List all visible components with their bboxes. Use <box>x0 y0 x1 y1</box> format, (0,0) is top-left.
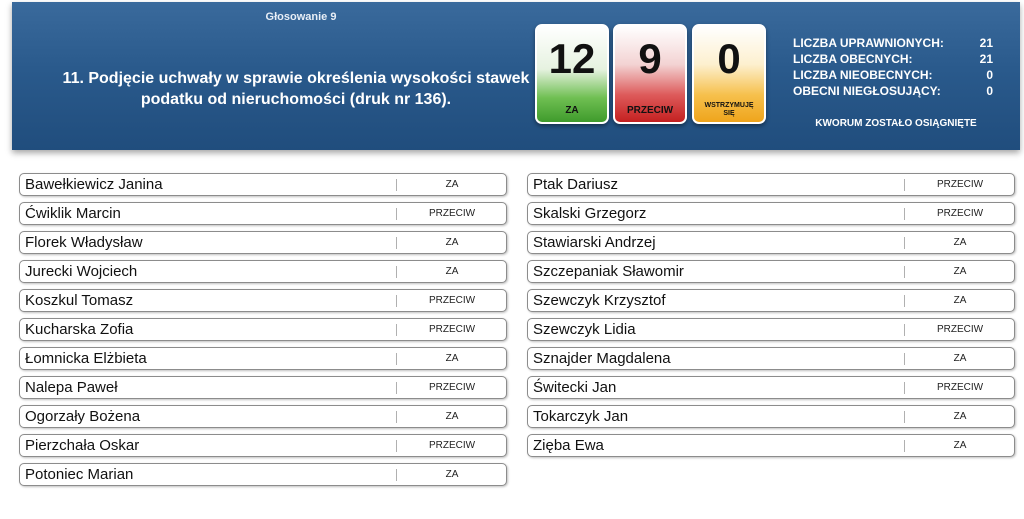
za-count: 12 <box>548 35 596 82</box>
councillor-name: Szczepaniak Sławomir <box>533 263 684 280</box>
vote-row <box>19 405 507 428</box>
vote-value: ZA <box>953 411 967 422</box>
vote-row <box>527 202 1015 225</box>
vote-row <box>527 173 1015 196</box>
przeciw-counter <box>613 24 687 124</box>
vote-value: PRZECIW <box>428 295 476 306</box>
councillor-name: Ptak Dariusz <box>533 176 619 193</box>
vote-value: PRZECIW <box>428 324 476 335</box>
stat-label: LICZBA OBECNYCH: <box>793 52 913 66</box>
divider <box>396 266 397 278</box>
divider <box>904 411 905 423</box>
vote-value: PRZECIW <box>428 208 476 219</box>
vote-value: PRZECIW <box>936 324 984 335</box>
stat-row <box>793 67 993 83</box>
votes-left-column <box>19 173 507 492</box>
vote-row <box>527 260 1015 283</box>
vote-value: ZA <box>445 353 459 364</box>
councillor-name: Nalepa Paweł <box>25 379 118 396</box>
stat-value: 0 <box>986 84 993 98</box>
vote-row <box>19 231 507 254</box>
stat-row <box>793 35 993 51</box>
quorum-status: KWORUM ZOSTAŁO OSIĄGNIĘTE <box>815 118 977 129</box>
wstrzymuje-counter <box>692 24 766 124</box>
vote-value: ZA <box>445 469 459 480</box>
vote-value: ZA <box>445 411 459 422</box>
wstrzymuje-count: 0 <box>717 35 741 82</box>
vote-value: PRZECIW <box>936 382 984 393</box>
za-counter <box>535 24 609 124</box>
councillor-name: Łomnicka Elżbieta <box>25 350 147 367</box>
councillor-name: Świtecki Jan <box>533 379 617 396</box>
stat-label: LICZBA NIEOBECNYCH: <box>793 68 933 82</box>
councillor-name: Skalski Grzegorz <box>533 205 647 222</box>
vote-row <box>19 376 507 399</box>
councillor-name: Pierzchała Oskar <box>25 437 140 454</box>
przeciw-label: PRZECIW <box>626 105 674 116</box>
vote-row <box>527 289 1015 312</box>
vote-value: ZA <box>953 295 967 306</box>
vote-row <box>19 434 507 457</box>
councillor-name: Bawełkiewicz Janina <box>25 176 163 193</box>
vote-row <box>19 347 507 370</box>
councillor-name: Szewczyk Lidia <box>533 321 636 338</box>
vote-value: PRZECIW <box>936 179 984 190</box>
divider <box>904 266 905 278</box>
divider <box>396 411 397 423</box>
vote-value: ZA <box>953 266 967 277</box>
stat-label: OBECNI NIEGŁOSUJĄCY: <box>793 84 941 98</box>
vote-row <box>19 289 507 312</box>
divider <box>904 324 905 336</box>
councillor-name: Jurecki Wojciech <box>25 263 138 280</box>
attendance-stats <box>793 35 993 99</box>
councillor-name: Ćwiklik Marcin <box>25 205 121 222</box>
divider <box>396 353 397 365</box>
stat-label: LICZBA UPRAWNIONYCH: <box>793 36 944 50</box>
wstrzymuje-label: WSTRZYMUJĘ SIĘ <box>704 102 754 117</box>
councillor-name: Ogorzały Bożena <box>25 408 141 425</box>
divider <box>904 353 905 365</box>
councillor-name: Sznajder Magdalena <box>533 350 671 367</box>
councillor-name: Stawiarski Andrzej <box>533 234 656 251</box>
divider <box>396 382 397 394</box>
divider <box>396 179 397 191</box>
vote-value: PRZECIW <box>428 382 476 393</box>
councillor-name: Tokarczyk Jan <box>533 408 629 425</box>
motion-title-line-2: podatku od nieruchomości (druk nr 136). <box>140 91 452 108</box>
councillor-name: Potoniec Marian <box>25 466 134 483</box>
przeciw-count: 9 <box>638 35 662 82</box>
vote-row <box>527 231 1015 254</box>
councillor-name: Koszkul Tomasz <box>25 292 134 309</box>
motion-title-line-1: 11. Podjęcie uchwały w sprawie określenia wysokości stawek <box>62 70 530 87</box>
stat-row <box>793 51 993 67</box>
divider <box>396 469 397 481</box>
stat-value: 21 <box>979 52 993 66</box>
councillor-name: Szewczyk Krzysztof <box>533 292 666 309</box>
vote-row <box>19 463 507 486</box>
vote-value: ZA <box>953 237 967 248</box>
za-label: ZA <box>565 105 579 116</box>
stat-value: 0 <box>986 68 993 82</box>
vote-value: ZA <box>953 440 967 451</box>
divider <box>904 440 905 452</box>
divider <box>904 179 905 191</box>
divider <box>396 440 397 452</box>
divider <box>904 237 905 249</box>
vote-value: PRZECIW <box>428 440 476 451</box>
vote-value: PRZECIW <box>936 208 984 219</box>
divider <box>396 237 397 249</box>
stat-value: 21 <box>979 36 993 50</box>
motion-title <box>36 68 556 110</box>
divider <box>904 208 905 220</box>
votes-right-column <box>527 173 1015 463</box>
divider <box>396 324 397 336</box>
councillor-name: Zięba Ewa <box>533 437 604 454</box>
vote-row <box>527 318 1015 341</box>
stat-row <box>793 83 993 99</box>
vote-value: ZA <box>445 266 459 277</box>
divider <box>396 208 397 220</box>
vote-row <box>527 405 1015 428</box>
session-title: Głosowanie 9 <box>265 11 337 23</box>
vote-value: ZA <box>445 179 459 190</box>
vote-row <box>19 318 507 341</box>
vote-row <box>527 376 1015 399</box>
councillor-name: Kucharska Zofia <box>25 321 134 338</box>
vote-row <box>19 260 507 283</box>
divider <box>396 295 397 307</box>
divider <box>904 295 905 307</box>
vote-row <box>19 173 507 196</box>
councillor-name: Florek Władysław <box>25 234 143 251</box>
vote-value: ZA <box>445 237 459 248</box>
vote-value: ZA <box>953 353 967 364</box>
divider <box>904 382 905 394</box>
vote-row <box>527 347 1015 370</box>
vote-row <box>19 202 507 225</box>
vote-row <box>527 434 1015 457</box>
